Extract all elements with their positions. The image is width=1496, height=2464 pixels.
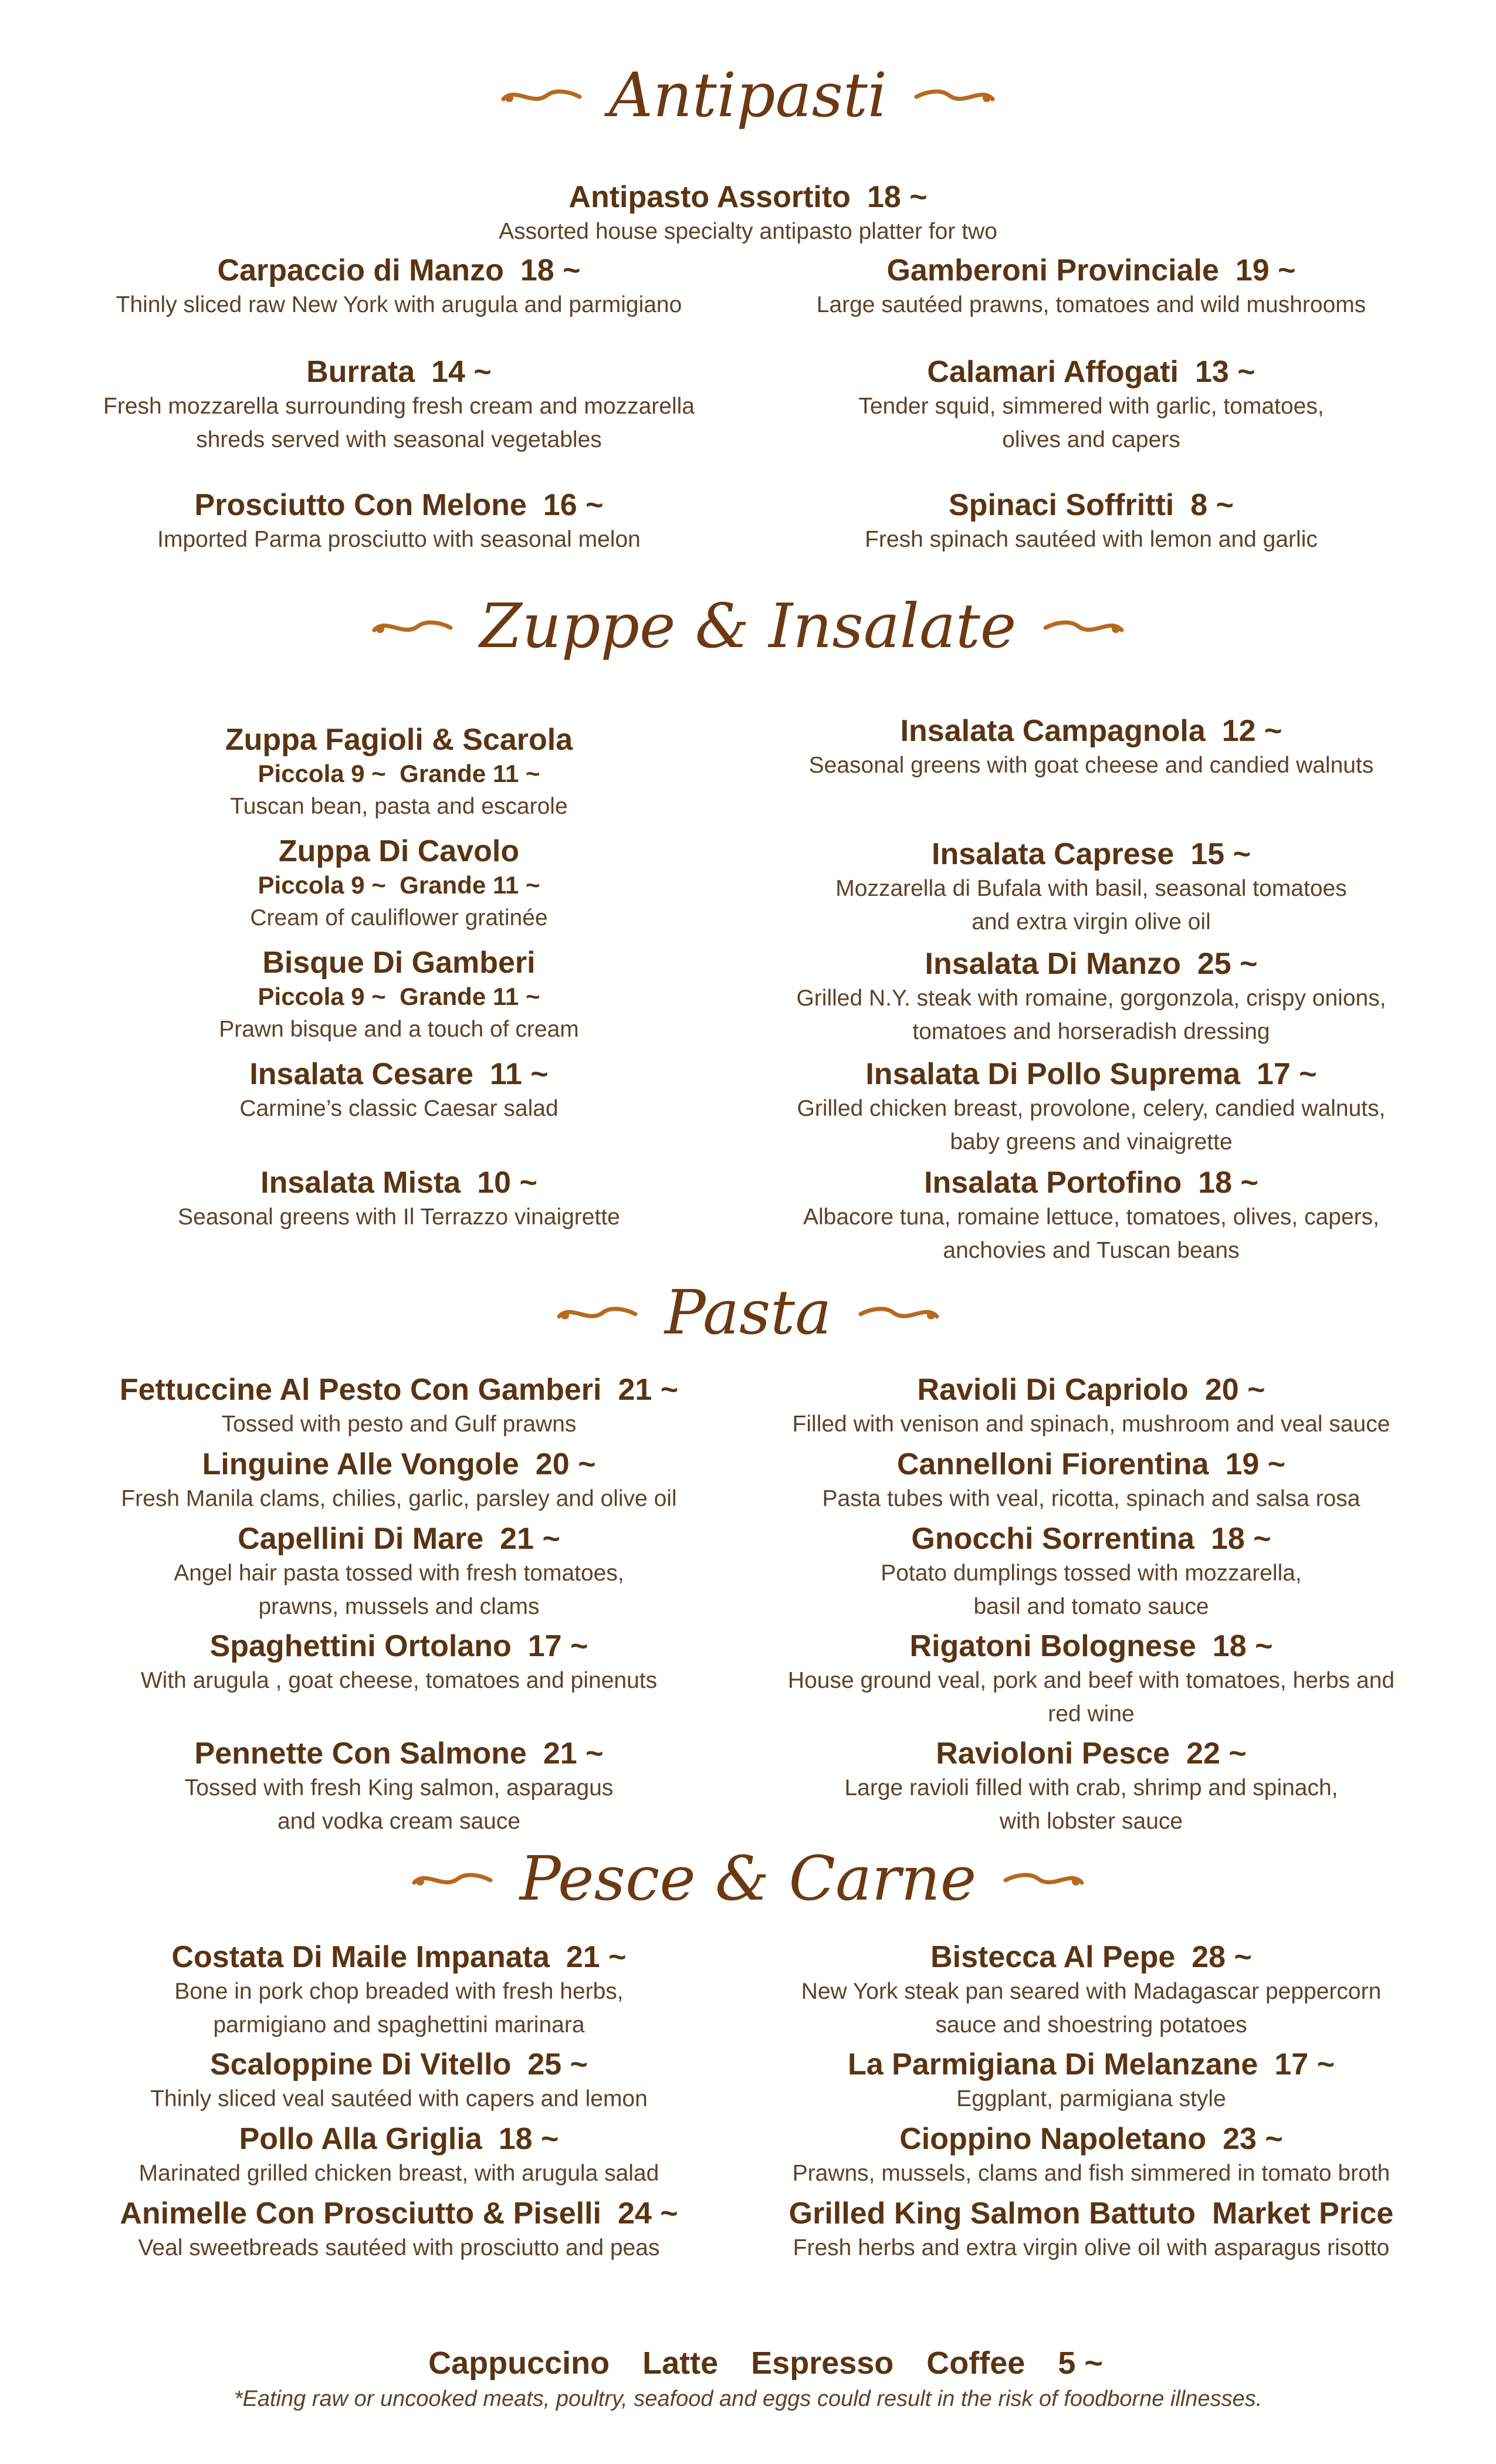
item-price: 18 ~ [1198, 1166, 1258, 1200]
item-name: Ravioloni Pesce 22 ~ [936, 1737, 1247, 1771]
menu-item [745, 713, 1437, 783]
menu-item [53, 1628, 745, 1698]
item-name: Animelle Con Prosciutto & Piselli 24 ~ [120, 2196, 678, 2231]
item-price: 20 ~ [535, 1447, 596, 1481]
item-name: Fettuccine Al Pesto Con Gamberi 21 ~ [119, 1373, 679, 1407]
item-description: Large ravioli filled with crab, shrimp and spinach, with lobster sauce [844, 1775, 1338, 1834]
item-sizes: Piccola 9 ~ Grande 11 ~ [258, 983, 540, 1011]
menu-item [745, 1446, 1437, 1516]
flourish-left-icon [408, 1864, 496, 1893]
menu-item [745, 2195, 1437, 2265]
item-sizes: Piccola 9 ~ Grande 11 ~ [258, 871, 540, 899]
item-name: Capellini Di Mare 21 ~ [238, 1522, 560, 1556]
item-name: Carpaccio di Manzo 18 ~ [217, 253, 581, 287]
menu-item [53, 1372, 745, 1441]
item-name: Ravioli Di Capriolo 20 ~ [917, 1373, 1265, 1407]
menu-item [745, 1165, 1437, 1267]
item-name: Pennette Con Salmone 21 ~ [194, 1737, 604, 1771]
menu-item [745, 1939, 1437, 2042]
item-description: Filled with venison and spinach, mushroom and veal sauce [792, 1412, 1390, 1437]
flourish-left-icon [553, 1298, 641, 1327]
menu-item [53, 1735, 745, 1838]
menu-item [745, 1735, 1437, 1838]
item-name: Calamari Affogati 13 ~ [927, 355, 1255, 389]
menu-item [745, 252, 1437, 322]
item-description: With arugula , goat cheese, tomatoes and pinenuts [140, 1668, 658, 1694]
item-name: Scaloppine Di Vitello 25 ~ [209, 2047, 588, 2081]
item-price: 17 ~ [1256, 1057, 1317, 1091]
flourish-right-icon [911, 80, 999, 110]
menu-item [53, 945, 745, 1047]
item-description: Seasonal greens with goat cheese and candied walnuts [808, 753, 1374, 779]
item-description: Grilled chicken breast, provolone, celery, candied walnuts, baby greens and vinaigrette [797, 1096, 1386, 1155]
beverage-item: Cappuccino [428, 2345, 610, 2381]
section-title-text: Antipasti [608, 59, 888, 131]
item-description: Mozzarella di Bufala with basil, seasonal tomatoes and extra virgin olive oil [835, 876, 1347, 935]
item-price: 21 ~ [566, 1940, 627, 1974]
item-price: 11 ~ [489, 1057, 549, 1091]
item-description: Thinly sliced veal sautéed with capers and lemon [150, 2086, 648, 2112]
item-name: Bistecca Al Pepe 28 ~ [930, 1940, 1252, 1974]
item-description: Marinated grilled chicken breast, with arugula salad [138, 2161, 659, 2187]
item-description: Angel hair pasta tossed with fresh tomatoes, prawns, mussels and clams [174, 1561, 624, 1619]
health-disclaimer: *Eating raw or uncooked meats, poultry, seafood and eggs could result in the risk of foodborne illnesses. [233, 2387, 1263, 2411]
beverage-item: Espresso [751, 2345, 894, 2381]
item-name: Cioppino Napoletano 23 ~ [899, 2122, 1283, 2156]
item-description: Cream of cauliflower gratinée [250, 905, 548, 930]
menu-item [53, 1165, 745, 1234]
beverage-item: Coffee [926, 2345, 1025, 2381]
flourish-left-icon [368, 611, 456, 641]
item-price: 10 ~ [477, 1166, 537, 1200]
flourish-right-icon [1040, 611, 1128, 641]
item-price: 15 ~ [1190, 837, 1251, 871]
item-description: Prawn bisque and a touch of cream [219, 1016, 579, 1042]
item-price: 25 ~ [527, 2047, 588, 2081]
item-description: Tuscan bean, pasta and escarole [230, 793, 568, 819]
menu-item [53, 1521, 745, 1623]
item-name: Spaghettini Ortolano 17 ~ [209, 1629, 588, 1663]
item-name: Insalata Di Pollo Suprema 17 ~ [865, 1057, 1317, 1091]
item-name: Spinaci Soffritti 8 ~ [949, 488, 1234, 522]
item-price: 18 ~ [520, 253, 581, 287]
item-description: Seasonal greens with Il Terrazzo vinaigrette [178, 1204, 620, 1230]
item-name: Insalata Caprese 15 ~ [932, 837, 1251, 871]
beverage-price: 5 ~ [1058, 2345, 1103, 2381]
menu-item [745, 946, 1437, 1048]
item-name: Bisque Di Gamberi [262, 946, 536, 980]
item-description: Grilled N.Y. steak with romaine, gorgonzola, crispy onions, tomatoes and horseradish dressing [796, 986, 1386, 1044]
item-description: Tossed with fresh King salmon, asparagus and vodka cream sauce [184, 1775, 614, 1834]
item-description: Veal sweetbreads sautéed with prosciutto and peas [138, 2235, 660, 2261]
item-description: Albacore tuna, romaine lettuce, tomatoes, olives, capers, anchovies and Tuscan beans [803, 1204, 1379, 1263]
item-name: Insalata Campagnola 12 ~ [900, 714, 1282, 748]
menu-item [53, 2121, 745, 2191]
menu-item [745, 1628, 1437, 1731]
section-title-text: Pesce & Carne [519, 1843, 977, 1914]
item-description: Imported Parma prosciutto with seasonal melon [157, 527, 641, 553]
item-name: Antipasto Assortito 18 ~ [568, 180, 928, 214]
menu-item [161, 179, 1335, 249]
item-price: 17 ~ [1274, 2047, 1335, 2081]
item-name: Gnocchi Sorrentina 18 ~ [911, 1522, 1271, 1556]
item-price: 12 ~ [1221, 714, 1282, 748]
item-name: Grilled King Salmon Battuto Market Price [788, 2196, 1394, 2231]
item-name: Costata Di Maile Impanata 21 ~ [171, 1940, 627, 1974]
item-name: Linguine Alle Vongole 20 ~ [202, 1447, 596, 1481]
item-price: 22 ~ [1186, 1737, 1247, 1771]
item-name: Insalata Di Manzo 25 ~ [925, 947, 1258, 981]
item-price: 17 ~ [527, 1629, 588, 1663]
item-name: Insalata Cesare 11 ~ [249, 1057, 549, 1091]
item-description: Large sautéed prawns, tomatoes and wild mushrooms [816, 292, 1366, 318]
item-name: Pollo Alla Griglia 18 ~ [239, 2122, 559, 2156]
item-price: 18 ~ [867, 180, 928, 214]
section-title-pasta [0, 1277, 1496, 1348]
menu-item [53, 1446, 745, 1516]
item-name: Insalata Portofino 18 ~ [924, 1166, 1258, 1200]
item-price: 24 ~ [617, 2196, 678, 2231]
section-title-text: Zuppe & Insalate [479, 590, 1017, 662]
item-description: Assorted house specialty antipasto platter for two [499, 219, 997, 245]
item-price: 13 ~ [1194, 355, 1255, 389]
item-price: Market Price [1212, 2196, 1394, 2231]
item-description: Fresh spinach sautéed with lemon and garlic [865, 527, 1318, 553]
menu-item [53, 354, 745, 456]
item-price: 20 ~ [1204, 1373, 1265, 1407]
item-name: Insalata Mista 10 ~ [260, 1166, 537, 1200]
item-price: 21 ~ [618, 1373, 679, 1407]
item-price: 28 ~ [1192, 1940, 1252, 1974]
menu-item [53, 722, 745, 824]
menu-item [53, 1939, 745, 2042]
item-description: Tender squid, simmered with garlic, tomatoes, olives and capers [858, 394, 1324, 452]
item-price: 16 ~ [543, 488, 604, 522]
section-title-antipasti [0, 59, 1496, 131]
menu-item [745, 1521, 1437, 1623]
item-name: Burrata 14 ~ [306, 355, 492, 389]
item-description: House ground veal, pork and beef with tomatoes, herbs and red wine [787, 1668, 1395, 1727]
item-price: 21 ~ [543, 1737, 604, 1771]
item-price: 25 ~ [1197, 947, 1258, 981]
menu-item [53, 2195, 745, 2265]
menu-item [53, 1056, 745, 1126]
menu-item [745, 2121, 1437, 2191]
beverage-item: Latte [642, 2345, 719, 2381]
menu-item [745, 354, 1437, 456]
item-description: Potato dumplings tossed with mozzarella, basil and tomato sauce [881, 1561, 1302, 1619]
item-name: Rigatoni Bolognese 18 ~ [909, 1629, 1273, 1663]
item-price: 18 ~ [1212, 1629, 1273, 1663]
menu-item [745, 836, 1437, 939]
menu-item [53, 487, 745, 557]
section-title-zuppe-insalate [0, 590, 1496, 662]
item-sizes: Piccola 9 ~ Grande 11 ~ [258, 760, 540, 788]
item-price: 14 ~ [431, 355, 492, 389]
item-price: 19 ~ [1225, 1447, 1286, 1481]
item-name: La Parmigiana Di Melanzane 17 ~ [848, 2047, 1335, 2081]
item-price: 19 ~ [1235, 253, 1296, 287]
item-price: 23 ~ [1223, 2122, 1283, 2156]
item-name: Zuppa Di Cavolo [278, 834, 520, 868]
menu-item [745, 1372, 1437, 1441]
item-price: 18 ~ [1210, 1522, 1271, 1556]
menu-item [745, 1056, 1437, 1159]
flourish-left-icon [497, 80, 585, 110]
item-price: 21 ~ [500, 1522, 560, 1556]
item-name: Prosciutto Con Melone 16 ~ [194, 488, 604, 522]
item-description: Thinly sliced raw New York with arugula and parmigiano [116, 292, 682, 318]
item-price: 18 ~ [498, 2122, 559, 2156]
menu-item [53, 2046, 745, 2116]
menu-item [53, 833, 745, 935]
menu-item [53, 252, 745, 322]
item-price: 8 ~ [1190, 488, 1234, 522]
item-description: Prawns, mussels, clams and fish simmered in tomato broth [792, 2161, 1390, 2187]
item-description: Tossed with pesto and Gulf prawns [221, 1412, 577, 1437]
item-description: Carmine’s classic Caesar salad [239, 1096, 559, 1122]
item-name: Zuppa Fagioli & Scarola [225, 723, 573, 757]
item-description: Pasta tubes with veal, ricotta, spinach and salsa rosa [822, 1486, 1360, 1512]
item-description: Fresh mozzarella surrounding fresh cream and mozzarella shreds served with seasonal vegetables [103, 394, 695, 452]
item-description: Fresh herbs and extra virgin olive oil with asparagus risotto [793, 2235, 1390, 2261]
flourish-right-icon [1000, 1864, 1088, 1893]
item-description: Bone in pork chop breaded with fresh herbs, parmigiano and spaghettini marinara [174, 1979, 624, 2037]
flourish-right-icon [855, 1298, 943, 1327]
item-name: Cannelloni Fiorentina 19 ~ [896, 1447, 1286, 1481]
section-title-pesce-carne [0, 1843, 1496, 1914]
item-name: Gamberoni Provinciale 19 ~ [886, 253, 1296, 287]
menu-item [745, 487, 1437, 557]
menu-item [745, 2046, 1437, 2116]
item-description: New York steak pan seared with Madagascar peppercorn sauce and shoestring potatoes [801, 1979, 1382, 2037]
item-description: Fresh Manila clams, chilies, garlic, parsley and olive oil [121, 1486, 677, 1512]
section-title-text: Pasta [664, 1277, 832, 1348]
item-description: Eggplant, parmigiana style [956, 2086, 1226, 2112]
